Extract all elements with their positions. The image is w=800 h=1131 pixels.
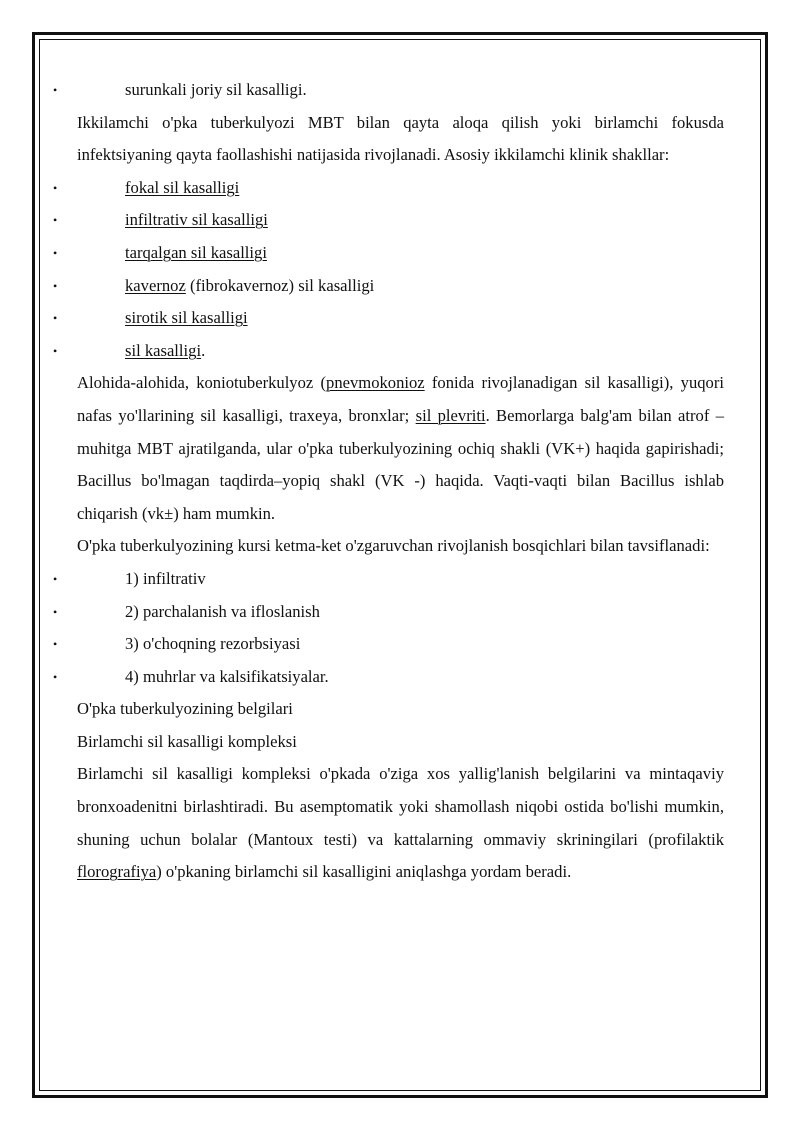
list-item xyxy=(53,563,724,596)
list-item-text: 2) parchalanish va ifloslanish xyxy=(125,601,320,621)
bullet-icon: • xyxy=(53,604,58,619)
paragraph-text: Alohida-alohida, koniotuberkulyoz ( xyxy=(77,373,327,393)
document-body xyxy=(53,74,724,889)
bullet-icon: • xyxy=(53,571,58,586)
list-item xyxy=(53,74,724,107)
list-item[interactable] xyxy=(53,335,724,368)
bullet-icon: • xyxy=(53,213,58,228)
bullet-icon: • xyxy=(53,245,58,260)
list-item-text: surunkali joriy sil kasalligi. xyxy=(125,80,307,99)
bullet-icon: • xyxy=(53,180,58,195)
paragraph-text: Birlamchi sil kasalligi kompleksi o'pkada o'ziga xos yallig'lanish belgilarini va mintaqaviy bronxoadenitni birlashtiradi. Bu asemptomatik yoki shamollash niqobi ostida bo'lishi mumkin, shuning uchun bolalar (Mantoux testi) va kattalarning ommaviy skriningilari (profilaktik xyxy=(77,764,724,849)
paragraph-text: fonida rivojlanadigan sil kasalligi), yuqori nafas yo'llarining sil kasalligi, traxeya, bronxlar; xyxy=(77,373,724,425)
link-sil-kasalligi[interactable]: sil kasalligi xyxy=(125,340,202,360)
paragraph-text: . Bemorlarga balg'am bilan atrof – muhitga MBT ajratilganda, ular o'pka tuberkulyozining ochiq shakli (VK+) haqida gapirishadi; Bacillus bo'lmagan taqdirda–yopiq shakl (VK -) haqida. Vaqti-vaqti bilan Bacillus ishlab chiqarish (vk±) ham mumkin. xyxy=(77,405,724,523)
paragraph-koniotuberkulyoz xyxy=(77,367,724,530)
link-kavernoz[interactable]: kavernoz xyxy=(125,275,186,295)
list-item-text: 1) infiltrativ xyxy=(125,568,206,588)
paragraph-text: ) o'pkaning birlamchi sil kasalligini aniqlashga yordam beradi. xyxy=(156,862,572,882)
list-item-text: 3) o'choqning rezorbsiyasi xyxy=(125,634,301,654)
list-item[interactable] xyxy=(53,172,724,205)
list-item[interactable] xyxy=(53,270,724,303)
link-sirotik[interactable]: sirotik sil kasalligi xyxy=(125,308,248,328)
paragraph-primary-complex xyxy=(77,758,724,888)
link-tarqalgan[interactable]: tarqalgan sil kasalligi xyxy=(125,242,267,262)
link-pnevmokonioz[interactable]: pnevmokonioz xyxy=(326,373,425,393)
list-item xyxy=(53,628,724,661)
link-florografiya[interactable]: florografiya xyxy=(77,862,157,882)
list-item[interactable] xyxy=(53,302,724,335)
list-item-text: (fibrokavernoz) sil kasalligi xyxy=(185,275,375,295)
list-item[interactable] xyxy=(53,204,724,237)
link-sil-plevriti[interactable]: sil plevriti xyxy=(415,405,486,425)
bullet-icon: • xyxy=(53,669,58,684)
paragraph-course: O'pka tuberkulyozining kursi ketma-ket o'zgaruvchan rivojlanish bosqichlari bilan tavsiflanadi: xyxy=(77,536,710,556)
list-item-text: 4) muhrlar va kalsifikatsiyalar. xyxy=(125,666,329,686)
bullet-icon: • xyxy=(53,83,58,97)
section-heading: O'pka tuberkulyozining belgilari xyxy=(77,699,293,719)
bullet-icon: • xyxy=(53,637,58,652)
list-item xyxy=(53,596,724,629)
list-item-text: . xyxy=(201,340,206,360)
paragraph-secondary-tb: Ikkilamchi o'pka tuberkulyozi MBT bilan qayta aloqa qilish yoki birlamchi fokusda infektsiyaning qayta faollashishi natijasida rivojlanadi. Asosiy ikkilamchi klinik shakllar: xyxy=(77,112,724,165)
link-fokal[interactable]: fokal sil kasalligi xyxy=(125,177,240,197)
bullet-icon: • xyxy=(53,278,58,293)
bullet-icon: • xyxy=(53,311,58,326)
list-item xyxy=(53,661,724,694)
section-heading: Birlamchi sil kasalligi kompleksi xyxy=(77,731,297,751)
list-item[interactable] xyxy=(53,237,724,270)
link-infiltrativ[interactable]: infiltrativ sil kasalligi xyxy=(125,210,268,230)
bullet-icon: • xyxy=(53,343,58,358)
